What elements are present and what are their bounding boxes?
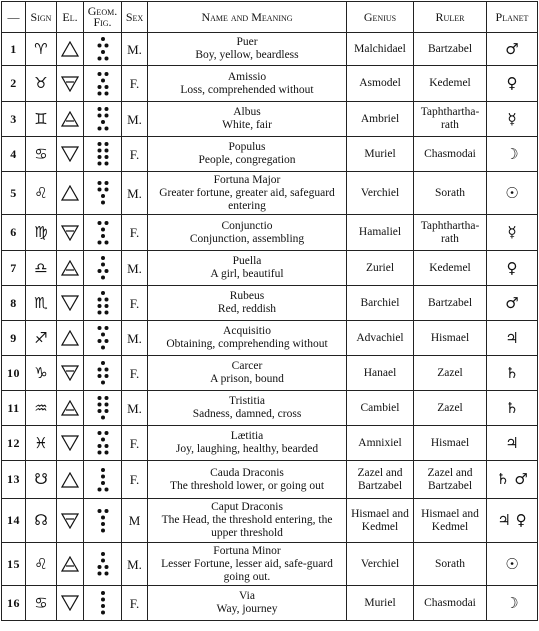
earth-element-icon: [61, 76, 79, 92]
figure-meaning: White, fair: [222, 119, 272, 131]
element-cell: [57, 102, 84, 137]
row-number: 8: [2, 286, 26, 321]
figure-name: Caput Draconis: [211, 501, 283, 513]
fire-element-icon: [61, 472, 79, 488]
planet-cell: ☿: [487, 102, 538, 137]
figure-name: Fortuna Major: [213, 173, 281, 186]
table-row: [2, 321, 538, 356]
figure-cell: [84, 391, 122, 426]
header-ruler: Ruler: [414, 2, 487, 33]
ruler-cell: Taphthartha-rath: [414, 215, 487, 251]
element-cell: [57, 499, 84, 543]
planet-cell: ♂: [487, 33, 538, 66]
earth-element-icon: [61, 513, 79, 529]
genius-cell: Barchiel: [347, 286, 414, 321]
header-genius: Genius: [347, 2, 414, 33]
ruler-cell: Hismael and Kedmel: [414, 499, 487, 543]
figure-meaning: A prison, bound: [210, 373, 284, 385]
water-element-icon: [61, 295, 79, 311]
figure-meaning: Boy, yellow, beardless: [195, 49, 299, 61]
name-meaning-cell: [148, 66, 347, 102]
name-meaning-cell: [148, 172, 347, 215]
figure-name: Populus: [228, 141, 266, 153]
element-cell: [57, 461, 84, 499]
row-number: 10: [2, 356, 26, 391]
figure-meaning: Red, reddish: [217, 303, 277, 315]
sex-cell: M.: [122, 391, 148, 426]
name-meaning-cell: [148, 586, 347, 621]
figure-name: Carcer: [231, 360, 263, 372]
row-number: 6: [2, 215, 26, 251]
earth-element-icon: [61, 365, 79, 381]
geomantic-figure-icon: [95, 467, 111, 493]
row-number: 12: [2, 426, 26, 461]
element-cell: [57, 66, 84, 102]
table-row: [2, 137, 538, 172]
genius-cell: Ambriel: [347, 102, 414, 137]
row-number: 13: [2, 461, 26, 499]
zodiac-sign: ♊: [26, 102, 57, 137]
name-meaning-cell: [148, 356, 347, 391]
zodiac-sign: ☋: [26, 461, 57, 499]
geomantic-figure-icon: [95, 36, 111, 62]
row-number: 5: [2, 172, 26, 215]
genius-cell: Hamaliel: [347, 215, 414, 251]
element-cell: [57, 251, 84, 286]
genius-cell: Advachiel: [347, 321, 414, 356]
name-meaning-cell: [148, 426, 347, 461]
name-meaning-cell: [148, 391, 347, 426]
water-element-icon: [61, 435, 79, 451]
planet-cell: ♃: [487, 321, 538, 356]
figure-meaning: The threshold lower, or going out: [169, 479, 325, 492]
header-sign: Sign: [26, 2, 57, 33]
name-meaning-cell: [148, 102, 347, 137]
row-number: 11: [2, 391, 26, 426]
figure-cell: [84, 499, 122, 543]
planet-cell: ♀: [487, 66, 538, 102]
figure-meaning: A girl, beautiful: [210, 268, 284, 280]
geomantic-figure-icon: [95, 220, 111, 246]
table-row: [2, 66, 538, 102]
table-row: [2, 356, 538, 391]
figure-cell: [84, 137, 122, 172]
figure-cell: [84, 66, 122, 102]
figure-meaning: Greater fortune, greater aid, safeguard entering: [159, 186, 335, 212]
element-cell: [57, 172, 84, 215]
element-cell: [57, 543, 84, 586]
air-element-icon: [61, 111, 79, 127]
zodiac-sign: ♓: [26, 426, 57, 461]
geomantic-figure-icon: [95, 360, 111, 386]
genius-cell: Verchiel: [347, 543, 414, 586]
fire-element-icon: [61, 41, 79, 57]
geomantic-figure-icon: [95, 180, 111, 206]
figure-meaning: Sadness, damned, cross: [192, 408, 302, 420]
geomantic-figure-icon: [95, 325, 111, 351]
planet-cell: ♄: [487, 356, 538, 391]
sex-cell: F.: [122, 215, 148, 251]
zodiac-sign: ♎: [26, 251, 57, 286]
name-meaning-cell: [148, 137, 347, 172]
earth-element-icon: [61, 225, 79, 241]
planet-cell: ♃ ♀: [487, 499, 538, 543]
ruler-cell: Bartzabel: [414, 286, 487, 321]
planet-cell: ☿: [487, 215, 538, 251]
figure-meaning: Loss, comprehended without: [180, 83, 314, 96]
figure-name: Cauda Draconis: [210, 466, 284, 479]
geomantic-figure-icon: [95, 395, 111, 421]
element-cell: [57, 33, 84, 66]
fire-element-icon: [61, 185, 79, 201]
zodiac-sign: ♑: [26, 356, 57, 391]
zodiac-sign: ♌: [26, 543, 57, 586]
name-meaning-cell: [148, 286, 347, 321]
ruler-cell: Zazel: [414, 391, 487, 426]
sex-cell: M.: [122, 33, 148, 66]
name-meaning-cell: [148, 33, 347, 66]
water-element-icon: [61, 146, 79, 162]
ruler-cell: Kedemel: [414, 251, 487, 286]
figure-name: Fortuna Minor: [213, 544, 281, 557]
figure-name: Puer: [236, 36, 258, 48]
ruler-cell: Chasmodai: [414, 586, 487, 621]
element-cell: [57, 286, 84, 321]
header-number: —: [2, 2, 26, 33]
header-name-meaning: Name and Meaning: [148, 2, 347, 33]
genius-cell: Cambiel: [347, 391, 414, 426]
figure-meaning: Lesser Fortune, lesser aid, safe-guard going out.: [161, 557, 333, 583]
figure-meaning: Conjunction, assembling: [189, 232, 305, 245]
element-cell: [57, 321, 84, 356]
figure-name: Amissio: [227, 70, 267, 83]
ruler-cell: Taphthartha-rath: [414, 102, 487, 137]
water-element-icon: [61, 595, 79, 611]
zodiac-sign: ♏: [26, 286, 57, 321]
air-element-icon: [61, 556, 79, 572]
geomantic-table: [1, 1, 538, 621]
figure-cell: [84, 543, 122, 586]
figure-cell: [84, 102, 122, 137]
geomantic-figure-icon: [95, 255, 111, 281]
header-geom-fig: Geom. Fig.: [84, 2, 122, 33]
table-row: [2, 172, 538, 215]
element-cell: [57, 586, 84, 621]
zodiac-sign: ♋: [26, 586, 57, 621]
row-number: 16: [2, 586, 26, 621]
figure-cell: [84, 215, 122, 251]
geomantic-figure-icon: [95, 106, 111, 132]
row-number: 3: [2, 102, 26, 137]
ruler-cell: Zazel and Bartzabel: [414, 461, 487, 499]
zodiac-sign: ☊: [26, 499, 57, 543]
sex-cell: M.: [122, 102, 148, 137]
geomantic-figure-icon: [95, 551, 111, 577]
zodiac-sign: ♋: [26, 137, 57, 172]
name-meaning-cell: [148, 251, 347, 286]
geomantic-figure-icon: [95, 290, 111, 316]
sex-cell: F.: [122, 426, 148, 461]
figure-meaning: Obtaining, comprehending without: [166, 338, 328, 350]
name-meaning-cell: [148, 543, 347, 586]
figure-cell: [84, 321, 122, 356]
genius-cell: Zazel and Bartzabel: [347, 461, 414, 499]
zodiac-sign: ♒: [26, 391, 57, 426]
figure-name: Acquisitio: [223, 325, 271, 337]
fire-element-icon: [61, 330, 79, 346]
figure-meaning: People, congregation: [198, 154, 296, 166]
row-number: 14: [2, 499, 26, 543]
header-row: [2, 2, 538, 33]
sex-cell: F.: [122, 286, 148, 321]
figure-cell: [84, 251, 122, 286]
sex-cell: M: [122, 499, 148, 543]
geomantic-figure-icon: [95, 141, 111, 167]
planet-cell: ☽: [487, 586, 538, 621]
figure-meaning: The Head, the threshold entering, the upper threshold: [161, 514, 333, 539]
figure-name: Lætitia: [230, 430, 264, 442]
name-meaning-cell: [148, 499, 347, 543]
figure-name: Puella: [232, 255, 262, 267]
zodiac-sign: ♈: [26, 33, 57, 66]
header-sex: Sex: [122, 2, 148, 33]
genius-cell: Verchiel: [347, 172, 414, 215]
planet-cell: ♂: [487, 286, 538, 321]
geomantic-figure-icon: [95, 71, 111, 97]
planet-cell: ☉: [487, 543, 538, 586]
figure-cell: [84, 356, 122, 391]
genius-cell: Malchidael: [347, 33, 414, 66]
air-element-icon: [61, 260, 79, 276]
figure-cell: [84, 586, 122, 621]
header-element: El.: [57, 2, 84, 33]
ruler-cell: Kedemel: [414, 66, 487, 102]
row-number: 9: [2, 321, 26, 356]
element-cell: [57, 426, 84, 461]
sex-cell: M.: [122, 251, 148, 286]
genius-cell: Zuriel: [347, 251, 414, 286]
sex-cell: F.: [122, 461, 148, 499]
row-number: 7: [2, 251, 26, 286]
sex-cell: F.: [122, 356, 148, 391]
figure-cell: [84, 33, 122, 66]
zodiac-sign: ♐: [26, 321, 57, 356]
table-row: [2, 461, 538, 499]
geomantic-figure-icon: [95, 590, 111, 616]
table-row: [2, 286, 538, 321]
figure-meaning: Way, journey: [216, 603, 278, 615]
planet-cell: ♃: [487, 426, 538, 461]
sex-cell: F.: [122, 586, 148, 621]
table-row: [2, 543, 538, 586]
table-row: [2, 215, 538, 251]
table-row: [2, 391, 538, 426]
element-cell: [57, 356, 84, 391]
planet-cell: ♄: [487, 391, 538, 426]
ruler-cell: Chasmodai: [414, 137, 487, 172]
element-cell: [57, 391, 84, 426]
zodiac-sign: ♌: [26, 172, 57, 215]
row-number: 2: [2, 66, 26, 102]
sex-cell: M.: [122, 321, 148, 356]
geomantic-figure-icon: [95, 508, 111, 534]
zodiac-sign: ♍: [26, 215, 57, 251]
table-row: [2, 33, 538, 66]
genius-cell: Amnixiel: [347, 426, 414, 461]
figure-cell: [84, 426, 122, 461]
figure-cell: [84, 461, 122, 499]
row-number: 15: [2, 543, 26, 586]
zodiac-sign: ♉: [26, 66, 57, 102]
ruler-cell: Sorath: [414, 172, 487, 215]
sex-cell: F.: [122, 66, 148, 102]
genius-cell: Muriel: [347, 137, 414, 172]
ruler-cell: Zazel: [414, 356, 487, 391]
figure-meaning: Joy, laughing, healthy, bearded: [175, 443, 319, 455]
figure-cell: [84, 286, 122, 321]
planet-cell: ♄ ♂: [487, 461, 538, 499]
sex-cell: F.: [122, 137, 148, 172]
ruler-cell: Hismael: [414, 321, 487, 356]
planet-cell: ☽: [487, 137, 538, 172]
genius-cell: Hanael: [347, 356, 414, 391]
element-cell: [57, 137, 84, 172]
row-number: 4: [2, 137, 26, 172]
planet-cell: ☉: [487, 172, 538, 215]
name-meaning-cell: [148, 461, 347, 499]
figure-name: Conjunctio: [221, 219, 273, 232]
element-cell: [57, 215, 84, 251]
air-element-icon: [61, 400, 79, 416]
ruler-cell: Bartzabel: [414, 33, 487, 66]
figure-name: Albus: [233, 106, 261, 118]
figure-name: Via: [239, 590, 255, 602]
figure-name: Rubeus: [229, 290, 265, 302]
table-row: [2, 499, 538, 543]
name-meaning-cell: [148, 215, 347, 251]
figure-cell: [84, 172, 122, 215]
table-row: [2, 251, 538, 286]
table-row: [2, 426, 538, 461]
planet-cell: ♀: [487, 251, 538, 286]
header-planet: Planet: [487, 2, 538, 33]
table-row: [2, 586, 538, 621]
ruler-cell: Hismael: [414, 426, 487, 461]
geomantic-figure-icon: [95, 430, 111, 456]
row-number: 1: [2, 33, 26, 66]
ruler-cell: Sorath: [414, 543, 487, 586]
genius-cell: Asmodel: [347, 66, 414, 102]
genius-cell: Hismael and Kedmel: [347, 499, 414, 543]
name-meaning-cell: [148, 321, 347, 356]
sex-cell: M.: [122, 172, 148, 215]
genius-cell: Muriel: [347, 586, 414, 621]
figure-name: Tristitia: [228, 395, 265, 407]
sex-cell: M.: [122, 543, 148, 586]
table-row: [2, 102, 538, 137]
